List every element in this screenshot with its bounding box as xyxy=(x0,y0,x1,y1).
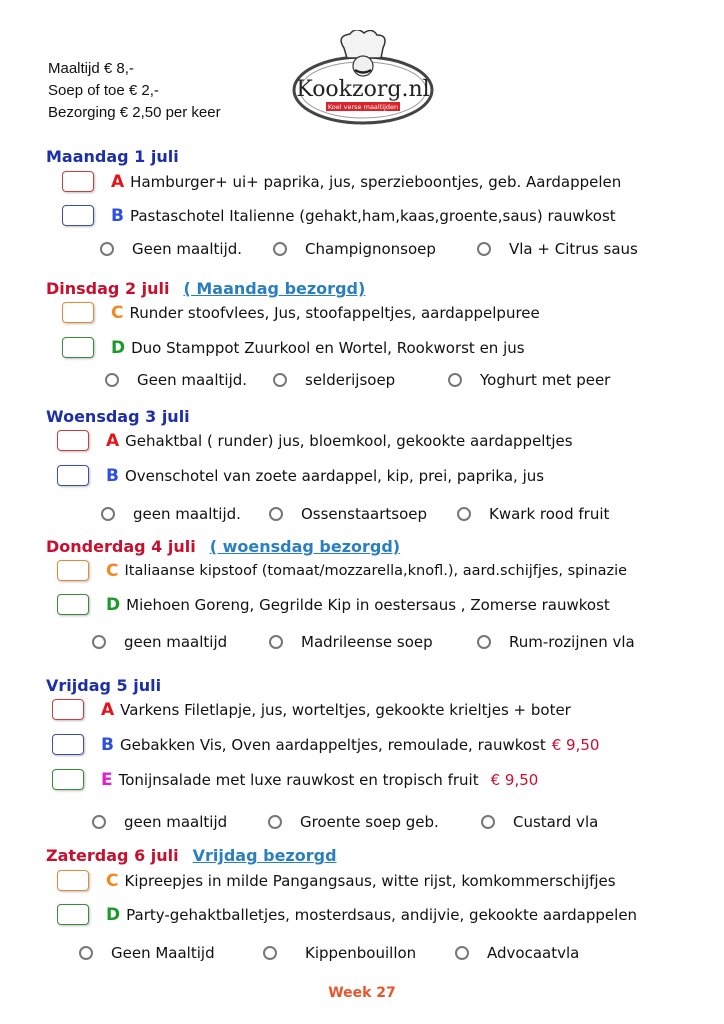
radio-circle[interactable] xyxy=(273,373,287,387)
meal-description: Tonijnsalade met luxe rauwkost en tropisch fruit xyxy=(118,770,479,789)
extra-option[interactable]: geen maaltijd xyxy=(92,813,227,831)
extra-option[interactable]: Geen maaltijd. xyxy=(100,240,242,258)
svg-text:Koel verse maaltijden: Koel verse maaltijden xyxy=(327,103,399,111)
delivery-note: ( woensdag bezorgd) xyxy=(209,537,401,556)
meal-checkbox[interactable] xyxy=(57,904,89,925)
radio-circle[interactable] xyxy=(101,507,115,521)
extra-option[interactable]: Geen maaltijd. xyxy=(105,371,247,389)
extra-option[interactable]: Advocaatvla xyxy=(455,944,579,962)
meal-letter: A xyxy=(101,699,115,720)
meal-description: Duo Stamppot Zuurkool en Wortel, Rookworst en jus xyxy=(131,338,525,357)
day-heading: Donderdag 4 juli ( woensdag bezorgd) xyxy=(46,537,401,556)
meal-option-d[interactable] xyxy=(62,337,525,358)
meal-checkbox[interactable] xyxy=(57,430,89,451)
extra-option[interactable]: Vla + Citrus saus xyxy=(477,240,638,258)
radio-circle[interactable] xyxy=(477,635,491,649)
meal-price: € 9,50 xyxy=(551,735,600,754)
meal-checkbox[interactable] xyxy=(62,302,94,323)
meal-checkbox[interactable] xyxy=(62,337,94,358)
meal-option-a[interactable] xyxy=(52,699,571,720)
svg-text:Kookzorg.nl: Kookzorg.nl xyxy=(296,77,430,102)
extra-option[interactable]: selderijsoep xyxy=(273,371,395,389)
meal-option-b[interactable] xyxy=(57,465,544,486)
radio-circle[interactable] xyxy=(269,507,283,521)
radio-circle[interactable] xyxy=(455,946,469,960)
meal-option-e[interactable] xyxy=(52,769,538,790)
meal-option-a[interactable] xyxy=(57,430,573,451)
meal-letter: E xyxy=(101,769,113,790)
price-soup: Soep of toe € 2,- xyxy=(48,82,159,99)
meal-option-d[interactable] xyxy=(57,594,610,615)
extra-option[interactable]: Kippenbouillon xyxy=(263,944,416,962)
meal-letter: D xyxy=(106,594,121,615)
extra-option[interactable]: Rum-rozijnen vla xyxy=(477,633,635,651)
meal-option-a[interactable] xyxy=(62,171,621,192)
extra-option[interactable]: Geen Maaltijd xyxy=(79,944,215,962)
meal-option-b[interactable] xyxy=(52,734,599,755)
meal-option-b[interactable] xyxy=(62,205,616,226)
price-list xyxy=(48,58,221,124)
meal-option-c[interactable] xyxy=(62,302,540,323)
radio-circle[interactable] xyxy=(100,242,114,256)
extra-option[interactable]: Groente soep geb. xyxy=(268,813,439,831)
meal-letter: B xyxy=(101,734,114,755)
meal-letter: B xyxy=(111,205,124,226)
meal-price: € 9,50 xyxy=(490,770,539,789)
radio-circle[interactable] xyxy=(457,507,471,521)
meal-description: Kipreepjes in milde Pangangsaus, witte rijst, komkommerschijfjes xyxy=(124,871,616,890)
radio-circle[interactable] xyxy=(79,946,93,960)
extra-option[interactable]: Ossenstaartsoep xyxy=(269,505,427,523)
radio-circle[interactable] xyxy=(92,815,106,829)
meal-description: Hamburger+ ui+ paprika, jus, sperzieboontjes, geb. Aardappelen xyxy=(130,172,622,191)
meal-checkbox[interactable] xyxy=(57,465,89,486)
extra-option[interactable]: geen maaltijd. xyxy=(101,505,241,523)
radio-circle[interactable] xyxy=(268,815,282,829)
meal-letter: C xyxy=(111,302,124,323)
meal-checkbox[interactable] xyxy=(62,205,94,226)
radio-circle[interactable] xyxy=(269,635,283,649)
meal-letter: D xyxy=(111,337,126,358)
meal-description: Varkens Filetlapje, jus, worteltjes, gekookte krieltjes + boter xyxy=(120,700,571,719)
meal-description: Ovenschotel van zoete aardappel, kip, prei, paprika, jus xyxy=(124,466,545,485)
meal-checkbox[interactable] xyxy=(57,870,89,891)
meal-option-c[interactable] xyxy=(57,870,616,891)
meal-checkbox[interactable] xyxy=(52,734,84,755)
delivery-note: Vrijdag bezorgd xyxy=(192,846,337,865)
radio-circle[interactable] xyxy=(448,373,462,387)
meal-checkbox[interactable] xyxy=(52,699,84,720)
day-heading: Woensdag 3 juli xyxy=(46,407,190,426)
week-label: Week 27 xyxy=(328,985,396,1001)
radio-circle[interactable] xyxy=(481,815,495,829)
radio-circle[interactable] xyxy=(273,242,287,256)
day-heading: Dinsdag 2 juli ( Maandag bezorgd) xyxy=(46,279,366,298)
meal-option-d[interactable] xyxy=(57,904,637,925)
meal-description: Runder stoofvlees, Jus, stoofappeltjes, aardappelpuree xyxy=(129,303,540,322)
price-delivery: Bezorging € 2,50 per keer xyxy=(48,104,221,121)
meal-checkbox[interactable] xyxy=(62,171,94,192)
extra-option[interactable]: Champignonsoep xyxy=(273,240,436,258)
day-heading: Maandag 1 juli xyxy=(46,147,179,166)
meal-description: Miehoen Goreng, Gegrilde Kip in oestersaus , Zomerse rauwkost xyxy=(126,595,610,614)
meal-checkbox[interactable] xyxy=(57,560,89,581)
extra-option[interactable]: Yoghurt met peer xyxy=(448,371,610,389)
meal-option-c[interactable] xyxy=(57,560,627,581)
meal-description: Italiaanse kipstoof (tomaat/mozzarella,knofl.), aard.schijfjes, spinazie xyxy=(124,562,628,579)
meal-checkbox[interactable] xyxy=(57,594,89,615)
day-heading: Zaterdag 6 juli Vrijdag bezorgd xyxy=(46,846,337,865)
radio-circle[interactable] xyxy=(92,635,106,649)
meal-letter: C xyxy=(106,870,119,891)
day-heading: Vrijdag 5 juli xyxy=(46,676,162,695)
extra-option[interactable]: Kwark rood fruit xyxy=(457,505,609,523)
kookzorg-logo xyxy=(292,30,434,126)
price-meal: Maaltijd € 8,- xyxy=(48,60,134,77)
meal-description: Gebakken Vis, Oven aardappeltjes, remoulade, rauwkost xyxy=(119,735,546,754)
meal-letter: B xyxy=(106,465,119,486)
delivery-note: ( Maandag bezorgd) xyxy=(183,279,366,298)
meal-letter: A xyxy=(111,171,125,192)
meal-description: Party-gehaktballetjes, mosterdsaus, andijvie, gekookte aardappelen xyxy=(126,905,638,924)
radio-circle[interactable] xyxy=(263,946,277,960)
meal-letter: A xyxy=(106,430,120,451)
meal-description: Gehaktbal ( runder) jus, bloemkool, gekookte aardappeltjes xyxy=(125,431,573,450)
meal-letter: D xyxy=(106,904,121,925)
radio-circle[interactable] xyxy=(105,373,119,387)
extra-option[interactable]: Madrileense soep xyxy=(269,633,433,651)
meal-letter: C xyxy=(106,560,119,581)
extra-option[interactable]: Custard vla xyxy=(481,813,598,831)
meal-description: Pastaschotel Italienne (gehakt,ham,kaas,groente,saus) rauwkost xyxy=(129,206,616,225)
radio-circle[interactable] xyxy=(477,242,491,256)
meal-checkbox[interactable] xyxy=(52,769,84,790)
extra-option[interactable]: geen maaltijd xyxy=(92,633,227,651)
